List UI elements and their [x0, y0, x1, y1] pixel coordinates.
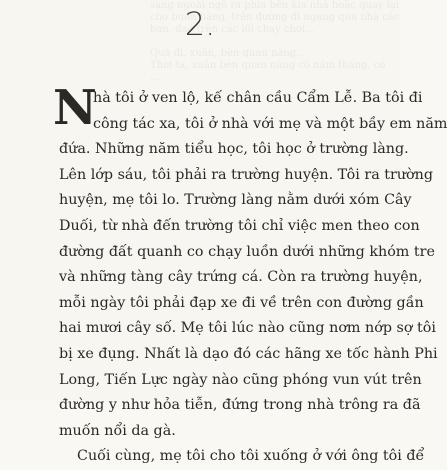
text-line: và những tàng cây trứng cá. Còn ra trường huyện, [59, 269, 423, 286]
text-line: muốn nổi da gà. [59, 422, 176, 439]
text-line: đứa. Những năm tiểu học, tôi học ở trường làng. [59, 141, 409, 158]
text-line: hai mươi cây số. Mẹ tôi lúc nào cũng nơm nớp sợ tôi [59, 320, 436, 337]
ghost-line: ... [150, 72, 160, 83]
text-line: đường y như hỏa tiễn, đứng trong nhà trông ra đã [59, 397, 421, 414]
text-line: Long, Tiến Lực ngày nào cũng phóng vun vút trên [59, 371, 422, 388]
ghost-line: Quá đi, xuân, bèn quan nàng... [150, 48, 306, 59]
text-line: công tác xa, tôi ở nhà với mẹ và một bầy em năm [93, 115, 447, 132]
text-line: Duối, từ nhà đến trường tôi chỉ việc men theo con [59, 217, 420, 234]
text-line: bị xe đụng. Nhất là dạo đó các hãng xe tốc hành Phi [59, 345, 438, 362]
chapter-number: 2. [184, 5, 216, 43]
text-line: Cuối cùng, mẹ tôi cho tôi xuống ở với ông tôi để [77, 448, 425, 465]
ghost-line: sang ngoài ngõ ra phía bên kia nhà hoặc quay lại [150, 0, 400, 11]
ghost-line: bạn, dạo trên các lối chạy chơi... [150, 24, 315, 35]
ghost-line: Thời ta, xuân bèn quan nàng có năm tháng, có [150, 60, 386, 71]
text-line: Lên lớp sáu, tôi phải ra trường huyện. Tôi ra trường [59, 166, 434, 183]
body-text [53, 80, 447, 470]
text-line: hà tôi ở ven lộ, kế chân cầu Cẩm Lễ. Ba tôi đi [93, 90, 423, 106]
drop-cap: N [53, 80, 97, 136]
ghost-line: cho buồn hàng, trên đường đi ngang qua nhà các [150, 12, 400, 23]
text-line: mỗi ngày tôi phải đạp xe đi về trên con đường gần [59, 294, 424, 311]
text-line: đường đất quanh co chạy luồn dưới những khóm tre [59, 243, 435, 260]
text-line: huyện, mẹ tôi lo. Trường làng nằm dưới xóm Cây [59, 192, 412, 209]
